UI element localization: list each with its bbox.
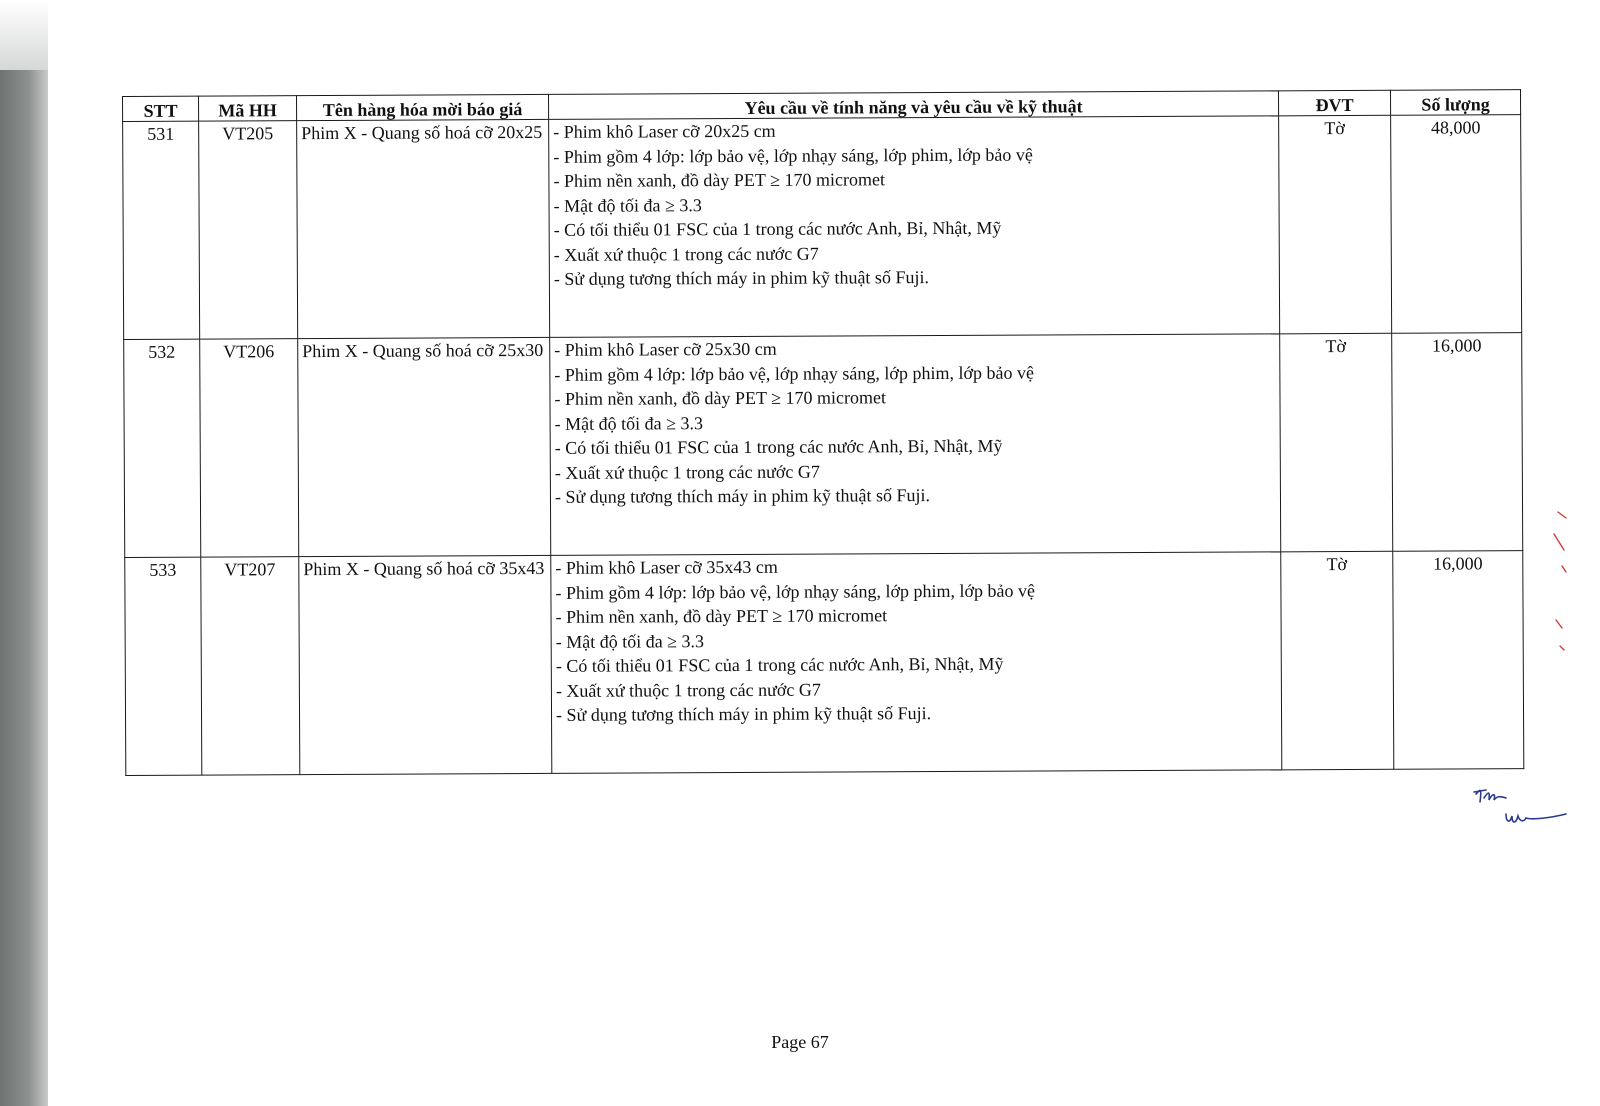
- requirement-line: - Phim khô Laser cỡ 20x25 cm: [553, 120, 776, 142]
- cell-unit: Tờ: [1280, 333, 1393, 552]
- header-code: Mã HH: [199, 96, 297, 121]
- cell-quantity: 48,000: [1391, 115, 1522, 334]
- header-requirements: Yêu cầu về tính năng và yêu cầu về kỹ thuật: [548, 91, 1278, 120]
- scan-edge: [0, 70, 48, 1106]
- table-row: [125, 551, 1524, 776]
- requirement-line: - Phim gồm 4 lớp: lớp bảo vệ, lớp nhạy sáng, lớp phim, lớp bảo vệ: [554, 362, 1034, 385]
- requirement-line: - Mật độ tối đa ≥ 3.3: [554, 412, 704, 434]
- cell-requirements: [550, 334, 1281, 556]
- requirement-line: - Xuất xứ thuộc 1 trong các nước G7: [554, 461, 820, 483]
- requirement-line: - Phim nền xanh, đồ dày PET ≥ 170 micromet: [555, 605, 888, 627]
- cell-quantity: 16,000: [1393, 551, 1524, 770]
- cell-unit: Tờ: [1279, 115, 1392, 334]
- requirement-line: - Sử dụng tương thích máy in phim kỹ thuật số Fuji.: [554, 485, 931, 507]
- cell-requirements: [551, 552, 1282, 774]
- document-sheet: [122, 89, 1523, 793]
- requirement-line: - Phim khô Laser cỡ 35x43 cm: [555, 556, 778, 578]
- requirement-line: - Phim gồm 4 lớp: lớp bảo vệ, lớp nhạy sáng, lớp phim, lớp bảo vệ: [555, 580, 1036, 603]
- cell-stt: 533: [125, 557, 202, 775]
- cell-code: VT206: [200, 339, 299, 557]
- margin-marks: [1548, 500, 1568, 660]
- requirement-line: - Có tối thiểu 01 FSC của 1 trong các nước Anh, Bỉ, Nhật, Mỹ: [553, 217, 1002, 240]
- table-row: [124, 333, 1523, 558]
- scan-edge-top: [0, 0, 48, 70]
- requirement-line: - Có tối thiểu 01 FSC của 1 trong các nước Anh, Bỉ, Nhật, Mỹ: [555, 653, 1004, 676]
- header-name: Tên hàng hóa mời báo giá: [297, 94, 549, 120]
- cell-unit: Tờ: [1281, 551, 1394, 770]
- requirement-line: - Phim nền xanh, đồ dày PET ≥ 170 micromet: [553, 169, 885, 191]
- requirement-line: - Xuất xứ thuộc 1 trong các nước G7: [553, 243, 819, 265]
- cell-quantity: 16,000: [1392, 333, 1523, 552]
- cell-name: Phim X - Quang số hoá cỡ 25x30: [298, 337, 551, 556]
- handwritten-signature: [1470, 780, 1570, 840]
- requirement-line: - Mật độ tối đa ≥ 3.3: [555, 630, 705, 652]
- cell-name: Phim X - Quang số hoá cỡ 35x43: [299, 555, 552, 774]
- quotation-table: [122, 89, 1524, 776]
- requirement-line: - Xuất xứ thuộc 1 trong các nước G7: [555, 679, 821, 701]
- cell-stt: 532: [124, 339, 201, 557]
- cell-code: VT207: [201, 557, 300, 775]
- requirement-line: - Phim khô Laser cỡ 25x30 cm: [554, 338, 777, 360]
- cell-stt: 531: [123, 121, 200, 339]
- requirement-line: - Sử dụng tương thích máy in phim kỹ thuật số Fuji.: [553, 267, 929, 289]
- table-row: [123, 115, 1522, 340]
- cell-requirements: [549, 116, 1280, 338]
- header-quantity: Số lượng: [1390, 90, 1520, 116]
- requirement-line: - Có tối thiểu 01 FSC của 1 trong các nước Anh, Bỉ, Nhật, Mỹ: [554, 435, 1003, 458]
- page-number: Page 67: [771, 1032, 829, 1052]
- header-stt: STT: [123, 96, 199, 121]
- requirement-line: - Phim nền xanh, đồ dày PET ≥ 170 micromet: [554, 387, 887, 409]
- requirement-line: - Phim gồm 4 lớp: lớp bảo vệ, lớp nhạy sáng, lớp phim, lớp bảo vệ: [553, 144, 1033, 167]
- cell-name: Phim X - Quang số hoá cỡ 20x25: [297, 119, 550, 338]
- requirement-line: - Mật độ tối đa ≥ 3.3: [553, 194, 702, 216]
- header-unit: ĐVT: [1278, 90, 1390, 116]
- cell-code: VT205: [199, 121, 298, 339]
- requirement-line: - Sử dụng tương thích máy in phim kỹ thuật số Fuji.: [555, 703, 932, 725]
